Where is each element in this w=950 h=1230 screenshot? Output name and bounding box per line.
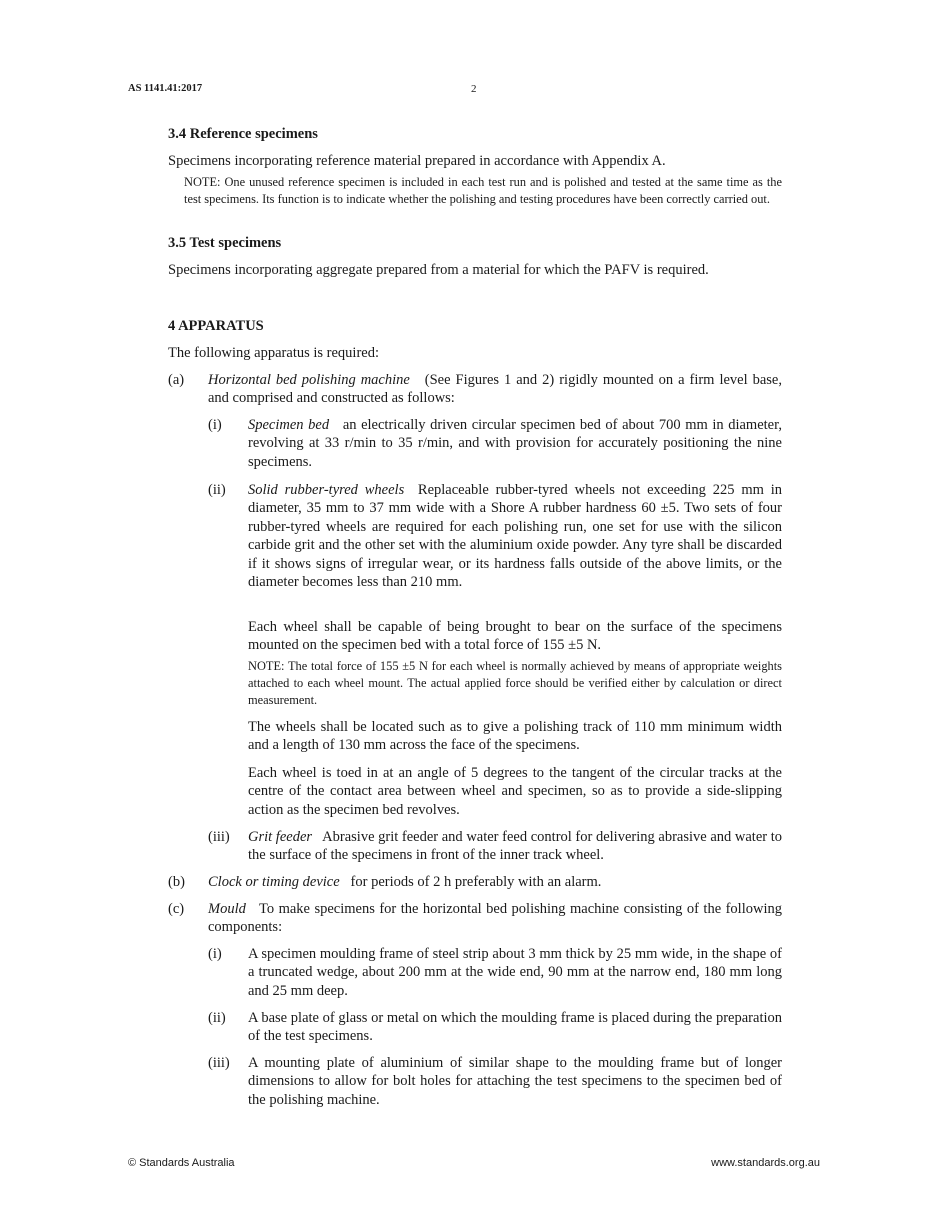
item-a-iii-term: Grit feeder	[248, 829, 313, 845]
section-4-intro: The following apparatus is required:	[168, 345, 379, 361]
section-3-5-heading: 3.5 Test specimens	[168, 235, 282, 251]
section-3-4-note: NOTE: One unused reference specimen is included in each test run and is polished and tested at the same time as the test specimens. Its function is to indicate whether the polishing and testing procedures have been correctly carried out.	[184, 175, 782, 206]
section-3-4-text: Specimens incorporating reference material prepared in accordance with Appendix A.	[168, 153, 666, 169]
item-b-text: for periods of 2 h preferably with an alarm.	[350, 874, 602, 890]
item-a-ii-label: (ii)	[208, 482, 226, 498]
item-c-iii-text: A mounting plate of aluminium of similar shape to the moulding frame but of longer dimensions to allow for bolt holes for attaching the test specimens to the specimen bed of the polishing machine.	[248, 1055, 782, 1108]
section-3-4-heading: 3.4 Reference specimens	[168, 126, 318, 142]
item-a-i	[248, 416, 782, 471]
item-a-iii	[248, 828, 782, 865]
item-a-ii	[248, 481, 782, 591]
item-a-text: (See Figures 1 and 2) rigidly mounted on a firm level base, and comprised and constructed as follows:	[208, 372, 782, 407]
page-number: 2	[471, 83, 477, 95]
item-c-ii-text: A base plate of glass or metal on which the moulding frame is placed during the preparation of the test specimens.	[248, 1010, 782, 1045]
item-a-ii-note: NOTE: The total force of 155 ±5 N for each wheel is normally achieved by means of appropriate weights attached to each wheel mount. The actual applied force should be verified either by calculation or direct measurement.	[248, 659, 782, 707]
item-a-iii-text: Abrasive grit feeder and water feed control for delivering abrasive and water to the surface of the specimens in front of the inner track wheel.	[248, 829, 783, 864]
footer-copyright: © Standards Australia	[128, 1157, 235, 1169]
item-c-term: Mould	[208, 901, 246, 917]
item-a	[208, 371, 782, 408]
item-c-text: To make specimens for the horizontal bed polishing machine consisting of the following components:	[208, 901, 782, 936]
item-a-i-term: Specimen bed	[248, 417, 330, 433]
item-c	[208, 900, 782, 937]
item-b	[208, 873, 782, 891]
item-a-term: Horizontal bed polishing machine	[208, 372, 410, 388]
section-3-5-text: Specimens incorporating aggregate prepared from a material for which the PAFV is required.	[168, 262, 709, 278]
item-c-iii-label: (iii)	[208, 1055, 230, 1071]
section-4-heading: 4 APPARATUS	[168, 318, 264, 334]
item-a-ii-text: Replaceable rubber-tyred wheels not exceeding 225 mm in diameter, 35 mm to 37 mm wide with a Shore A rubber hardness 60 ±5. Two sets of four rubber-tyred wheels are required for each polishing run, one set for use with the silicon carbide grit and the other set with the aluminium oxide powder. Any tyre shall be discarded if it shows signs of irregular wear, or its hardness falls outside of the above limits, or the diameter becomes less than 210 mm.	[248, 482, 782, 591]
item-a-i-label: (i)	[208, 417, 222, 433]
item-a-ii-para-3: The wheels shall be located such as to give a polishing track of 110 mm minimum width and a length of 130 mm across the face of the specimens.	[248, 719, 782, 754]
item-a-iii-label: (iii)	[208, 829, 230, 845]
footer-website: www.standards.org.au	[711, 1157, 820, 1169]
item-c-i-text: A specimen moulding frame of steel strip about 3 mm thick by 25 mm wide, in the shape of a truncated wedge, about 200 mm at the wide end, 90 mm at the narrow end, 180 mm long and 25 mm deep.	[248, 946, 782, 999]
item-c-ii-label: (ii)	[208, 1010, 226, 1026]
item-b-term: Clock or timing device	[208, 874, 340, 890]
item-a-ii-para-2: Each wheel shall be capable of being brought to bear on the surface of the specimens mounted on the specimen bed with a total force of 155 ±5 N.	[248, 619, 782, 654]
item-a-label: (a)	[168, 372, 185, 388]
item-b-label: (b)	[168, 874, 185, 890]
item-c-label: (c)	[168, 901, 185, 917]
item-c-i-label: (i)	[208, 946, 222, 962]
item-a-ii-para-4: Each wheel is toed in at an angle of 5 degrees to the tangent of the circular tracks at the centre of the contact area between wheel and specimen, so as to provide a side-slipping action as the specimen bed revolves.	[248, 765, 782, 818]
item-a-ii-term: Solid rubber-tyred wheels	[248, 482, 405, 498]
document-id: AS 1141.41:2017	[128, 83, 203, 94]
item-a-i-text: an electrically driven circular specimen bed of about 700 mm in diameter, revolving at 33 r/min to 35 r/min, and with provision for accurately positioning the nine specimens.	[248, 417, 782, 470]
